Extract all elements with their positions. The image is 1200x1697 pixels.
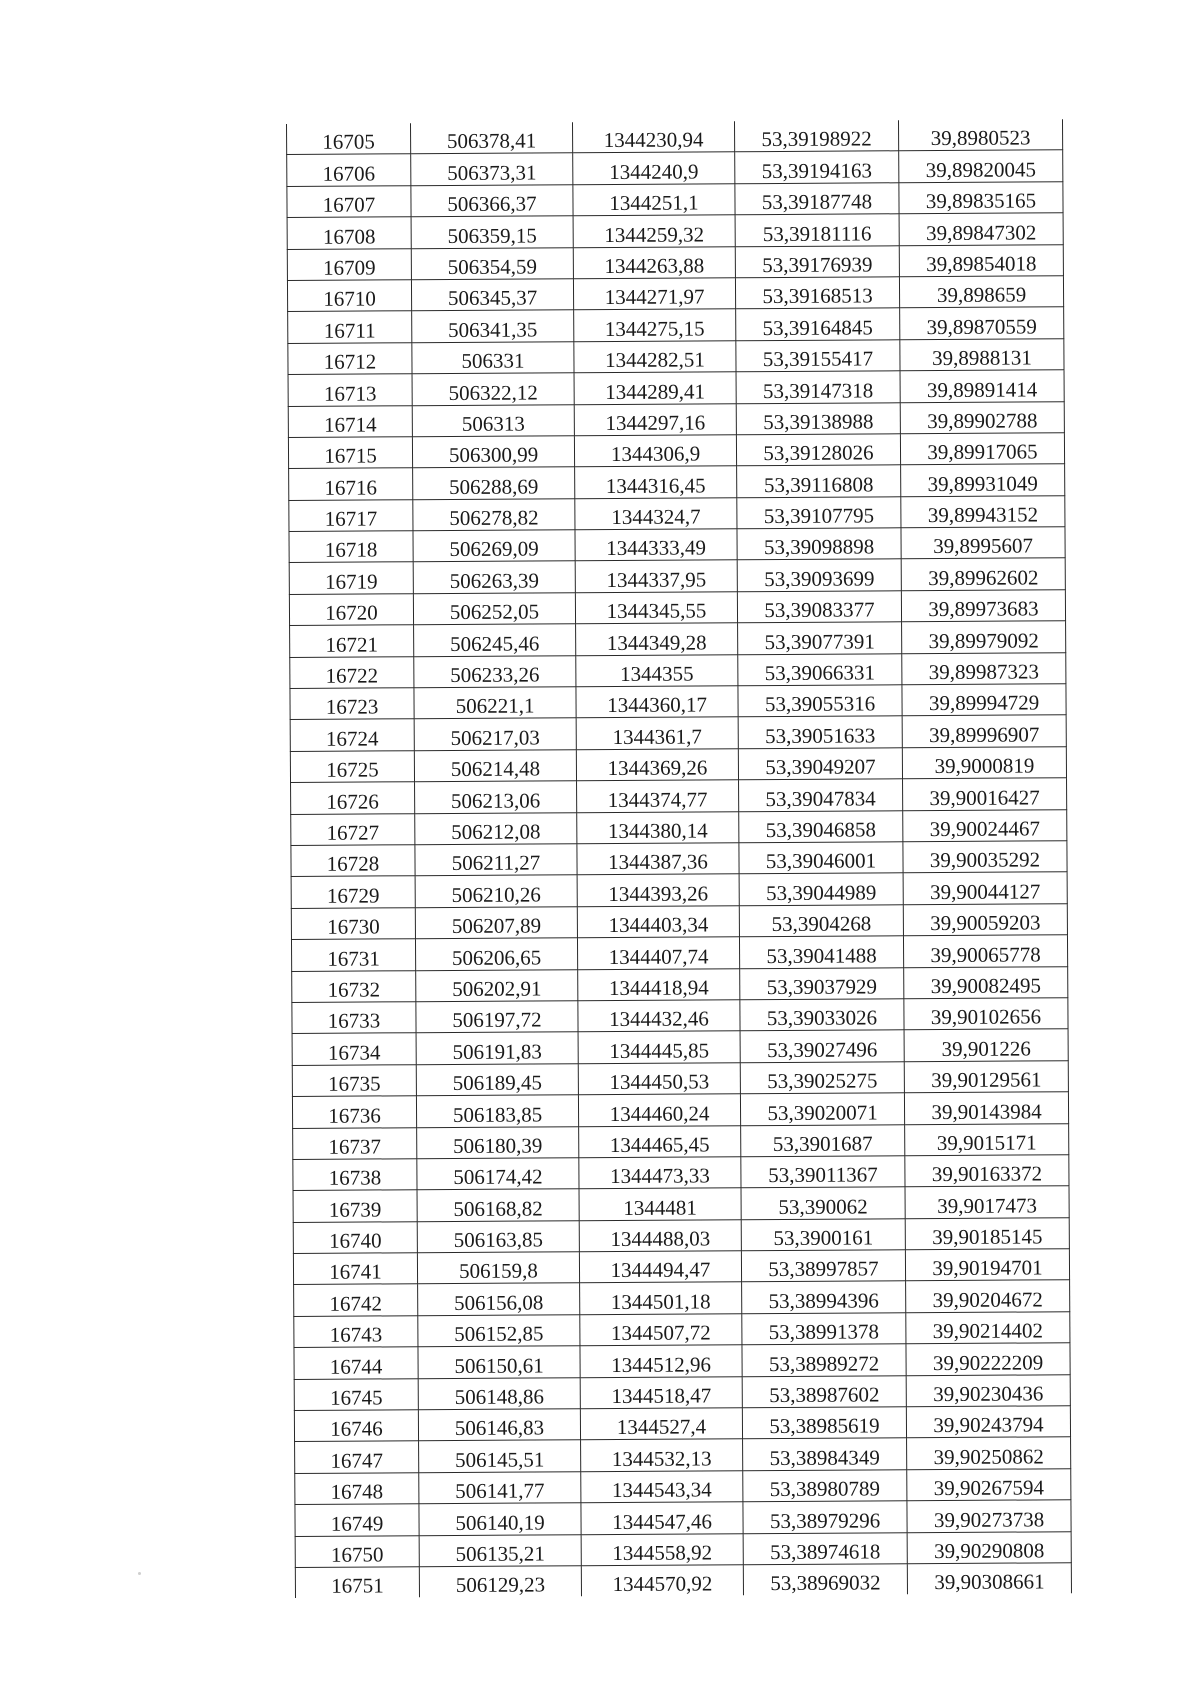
x-coordinate-cell: 506152,85 [418, 1315, 580, 1347]
longitude-cell: 39,9017473 [905, 1186, 1069, 1218]
table-row [295, 1531, 1071, 1567]
latitude-cell: 53,38969032 [743, 1564, 907, 1596]
x-coordinate-cell: 506168,82 [417, 1189, 579, 1221]
table-row [293, 1217, 1069, 1253]
y-coordinate-cell: 1344518,47 [580, 1376, 742, 1408]
latitude-cell: 53,39077391 [738, 622, 902, 654]
longitude-cell: 39,89902788 [900, 401, 1064, 433]
y-coordinate-cell: 1344361,7 [576, 717, 738, 749]
point-number-cell: 16715 [288, 437, 412, 469]
y-coordinate-cell: 1344512,96 [580, 1345, 742, 1377]
y-coordinate-cell: 1344271,97 [573, 278, 735, 310]
latitude-cell: 53,39181116 [735, 214, 899, 246]
longitude-cell: 39,89835165 [899, 182, 1063, 214]
latitude-cell: 53,39194163 [735, 151, 899, 183]
point-number-cell: 16745 [294, 1378, 418, 1410]
point-number-cell: 16729 [291, 876, 415, 908]
x-coordinate-cell: 506145,51 [419, 1440, 581, 1472]
latitude-cell: 53,39128026 [736, 434, 900, 466]
x-coordinate-cell: 506183,85 [416, 1095, 578, 1127]
latitude-cell: 53,38984349 [743, 1438, 907, 1470]
y-coordinate-cell: 1344259,32 [573, 215, 735, 247]
latitude-cell: 53,38997857 [741, 1250, 905, 1282]
longitude-cell: 39,90204672 [906, 1280, 1070, 1312]
point-number-cell: 16734 [292, 1033, 416, 1065]
point-number-cell: 16719 [289, 562, 413, 594]
table-row [292, 966, 1068, 1002]
x-coordinate-cell: 506210,26 [415, 875, 577, 907]
point-number-cell: 16722 [290, 656, 414, 688]
point-number-cell: 16739 [293, 1190, 417, 1222]
y-coordinate-cell: 1344460,24 [578, 1094, 740, 1126]
y-coordinate-cell: 1344532,13 [581, 1439, 743, 1471]
point-number-cell: 16716 [289, 468, 413, 500]
latitude-cell: 53,39187748 [735, 183, 899, 215]
point-number-cell: 16742 [294, 1284, 418, 1316]
latitude-cell: 53,38974618 [743, 1532, 907, 1564]
latitude-cell: 53,39025275 [740, 1061, 904, 1093]
longitude-cell: 39,90065778 [903, 935, 1067, 967]
latitude-cell: 53,3900161 [741, 1218, 905, 1250]
latitude-cell: 53,39168513 [735, 277, 899, 309]
latitude-cell: 53,39155417 [736, 339, 900, 371]
x-coordinate-cell: 506202,91 [416, 969, 578, 1001]
table-row [291, 841, 1067, 877]
y-coordinate-cell: 1344230,94 [572, 121, 734, 153]
point-number-cell: 16724 [290, 719, 414, 751]
latitude-cell: 53,38991378 [742, 1313, 906, 1345]
latitude-cell: 53,39051633 [738, 716, 902, 748]
point-number-cell: 16735 [292, 1064, 416, 1096]
y-coordinate-cell: 1344324,7 [575, 497, 737, 529]
y-coordinate-cell: 1344481 [579, 1188, 741, 1220]
y-coordinate-cell: 1344432,46 [578, 1000, 740, 1032]
point-number-cell: 16731 [291, 939, 415, 971]
latitude-cell: 53,39046001 [739, 842, 903, 874]
table-row [287, 213, 1063, 249]
table-row [292, 1029, 1068, 1065]
point-number-cell: 16727 [291, 813, 415, 845]
point-number-cell: 16714 [288, 405, 412, 437]
x-coordinate-cell: 506359,15 [411, 216, 573, 248]
longitude-cell: 39,89943152 [901, 495, 1065, 527]
table-row [288, 370, 1064, 406]
point-number-cell: 16733 [292, 1002, 416, 1034]
table-row [292, 1092, 1068, 1128]
latitude-cell: 53,38979296 [743, 1501, 907, 1533]
x-coordinate-cell: 506207,89 [415, 907, 577, 939]
point-number-cell: 16720 [289, 594, 413, 626]
x-coordinate-cell: 506191,83 [416, 1032, 578, 1064]
x-coordinate-cell: 506212,08 [415, 812, 577, 844]
table-row [294, 1312, 1070, 1348]
latitude-cell: 53,390062 [741, 1187, 905, 1219]
y-coordinate-cell: 1344418,94 [578, 968, 740, 1000]
table-row [288, 307, 1064, 343]
x-coordinate-cell: 506141,77 [419, 1472, 581, 1504]
longitude-cell: 39,901226 [904, 1029, 1068, 1061]
table-row [295, 1437, 1071, 1473]
x-coordinate-cell: 506331 [412, 341, 574, 373]
table-row [290, 715, 1066, 751]
latitude-cell: 53,39147318 [736, 371, 900, 403]
latitude-cell: 53,39176939 [735, 245, 899, 277]
y-coordinate-cell: 1344333,49 [575, 529, 737, 561]
point-number-cell: 16748 [295, 1473, 419, 1505]
table-row [293, 1186, 1069, 1222]
table-row [288, 401, 1064, 437]
table-row [295, 1500, 1071, 1536]
x-coordinate-cell: 506288,69 [413, 467, 575, 499]
x-coordinate-cell: 506354,59 [411, 247, 573, 279]
y-coordinate-cell: 1344445,85 [578, 1031, 740, 1063]
latitude-cell: 53,39138988 [736, 402, 900, 434]
longitude-cell: 39,90024467 [903, 809, 1067, 841]
y-coordinate-cell: 1344450,53 [578, 1062, 740, 1094]
x-coordinate-cell: 506148,86 [418, 1377, 580, 1409]
x-coordinate-cell: 506150,61 [418, 1346, 580, 1378]
latitude-cell: 53,39093699 [737, 559, 901, 591]
table-row [294, 1406, 1070, 1442]
latitude-cell: 53,39116808 [737, 465, 901, 497]
point-number-cell: 16708 [287, 217, 411, 249]
longitude-cell: 39,89994729 [902, 684, 1066, 716]
point-number-cell: 16751 [295, 1567, 419, 1599]
y-coordinate-cell: 1344387,36 [577, 843, 739, 875]
x-coordinate-cell: 506345,37 [411, 279, 573, 311]
y-coordinate-cell: 1344527,4 [580, 1408, 742, 1440]
table-row [289, 558, 1065, 594]
latitude-cell: 53,39098898 [737, 528, 901, 560]
longitude-cell: 39,90222209 [906, 1343, 1070, 1375]
table-row [287, 244, 1063, 280]
point-number-cell: 16744 [294, 1347, 418, 1379]
table-row [287, 150, 1063, 186]
longitude-cell: 39,90044127 [903, 872, 1067, 904]
longitude-cell: 39,90059203 [903, 904, 1067, 936]
y-coordinate-cell: 1344345,55 [575, 592, 737, 624]
latitude-cell: 53,38989272 [742, 1344, 906, 1376]
y-coordinate-cell: 1344355 [576, 654, 738, 686]
point-number-cell: 16749 [295, 1504, 419, 1536]
x-coordinate-cell: 506213,06 [415, 781, 577, 813]
coordinates-table-body [287, 119, 1072, 1598]
longitude-cell: 39,90163372 [905, 1155, 1069, 1187]
table-row [290, 684, 1066, 720]
point-number-cell: 16725 [290, 751, 414, 783]
point-number-cell: 16712 [288, 342, 412, 374]
table-row [291, 809, 1067, 845]
table-row [290, 621, 1066, 657]
longitude-cell: 39,90308661 [907, 1563, 1071, 1595]
longitude-cell: 39,90194701 [905, 1249, 1069, 1281]
table-row [293, 1123, 1069, 1159]
point-number-cell: 16747 [295, 1441, 419, 1473]
table-row [295, 1469, 1071, 1505]
longitude-cell: 39,89917065 [900, 433, 1064, 465]
point-number-cell: 16746 [294, 1410, 418, 1442]
longitude-cell: 39,90267594 [907, 1469, 1071, 1501]
longitude-cell: 39,9015171 [905, 1123, 1069, 1155]
table-row [292, 1060, 1068, 1096]
longitude-cell: 39,8995607 [901, 527, 1065, 559]
table-row [290, 652, 1066, 688]
point-number-cell: 16740 [293, 1221, 417, 1253]
longitude-cell: 39,90016427 [903, 778, 1067, 810]
x-coordinate-cell: 506163,85 [417, 1220, 579, 1252]
longitude-cell: 39,90082495 [904, 966, 1068, 998]
longitude-cell: 39,90230436 [906, 1374, 1070, 1406]
longitude-cell: 39,8988131 [900, 338, 1064, 370]
y-coordinate-cell: 1344488,03 [579, 1219, 741, 1251]
longitude-cell: 39,898659 [899, 276, 1063, 308]
table-row [295, 1563, 1071, 1599]
y-coordinate-cell: 1344570,92 [581, 1565, 743, 1597]
y-coordinate-cell: 1344473,33 [579, 1157, 741, 1189]
x-coordinate-cell: 506217,03 [414, 718, 576, 750]
table-row [291, 935, 1067, 971]
point-number-cell: 16741 [293, 1253, 417, 1285]
x-coordinate-cell: 506233,26 [414, 655, 576, 687]
longitude-cell: 39,8980523 [898, 119, 1062, 151]
x-coordinate-cell: 506189,45 [416, 1063, 578, 1095]
point-number-cell: 16711 [288, 311, 412, 343]
point-number-cell: 16732 [292, 970, 416, 1002]
x-coordinate-cell: 506180,39 [417, 1126, 579, 1158]
point-number-cell: 16730 [291, 907, 415, 939]
latitude-cell: 53,39044989 [739, 873, 903, 905]
longitude-cell: 39,89820045 [899, 150, 1063, 182]
point-number-cell: 16710 [287, 280, 411, 312]
y-coordinate-cell: 1344507,72 [580, 1314, 742, 1346]
longitude-cell: 39,89931049 [901, 464, 1065, 496]
table-row [294, 1280, 1070, 1316]
y-coordinate-cell: 1344337,95 [575, 560, 737, 592]
x-coordinate-cell: 506197,72 [416, 1001, 578, 1033]
latitude-cell: 53,39055316 [738, 685, 902, 717]
table-row [293, 1155, 1069, 1191]
latitude-cell: 53,39107795 [737, 496, 901, 528]
y-coordinate-cell: 1344393,26 [577, 874, 739, 906]
table-row [291, 778, 1067, 814]
longitude-cell: 39,9000819 [902, 747, 1066, 779]
table-row [289, 464, 1065, 500]
point-number-cell: 16743 [294, 1316, 418, 1348]
point-number-cell: 16709 [287, 248, 411, 280]
table-row [291, 904, 1067, 940]
point-number-cell: 16707 [287, 186, 411, 218]
latitude-cell: 53,39046858 [739, 810, 903, 842]
longitude-cell: 39,89987323 [902, 652, 1066, 684]
x-coordinate-cell: 506366,37 [411, 185, 573, 217]
y-coordinate-cell: 1344240,9 [573, 152, 735, 184]
x-coordinate-cell: 506135,21 [419, 1534, 581, 1566]
longitude-cell: 39,90273738 [907, 1500, 1071, 1532]
y-coordinate-cell: 1344547,46 [581, 1502, 743, 1534]
x-coordinate-cell: 506174,42 [417, 1158, 579, 1190]
latitude-cell: 53,39033026 [740, 999, 904, 1031]
x-coordinate-cell: 506322,12 [412, 373, 574, 405]
x-coordinate-cell: 506278,82 [413, 498, 575, 530]
y-coordinate-cell: 1344558,92 [581, 1533, 743, 1565]
point-number-cell: 16718 [289, 531, 413, 563]
longitude-cell: 39,90143984 [904, 1092, 1068, 1124]
y-coordinate-cell: 1344251,1 [573, 184, 735, 216]
latitude-cell: 53,38985619 [742, 1407, 906, 1439]
x-coordinate-cell: 506263,39 [413, 561, 575, 593]
latitude-cell: 53,3904268 [739, 905, 903, 937]
longitude-cell: 39,90129561 [904, 1060, 1068, 1092]
latitude-cell: 53,39041488 [739, 936, 903, 968]
x-coordinate-cell: 506313 [412, 404, 574, 436]
longitude-cell: 39,90035292 [903, 841, 1067, 873]
table-row [287, 119, 1063, 155]
x-coordinate-cell: 506206,65 [415, 938, 577, 970]
y-coordinate-cell: 1344275,15 [574, 309, 736, 341]
point-number-cell: 16736 [292, 1096, 416, 1128]
table-row [293, 1249, 1069, 1285]
y-coordinate-cell: 1344374,77 [577, 780, 739, 812]
y-coordinate-cell: 1344465,45 [579, 1125, 741, 1157]
table-row [292, 998, 1068, 1034]
y-coordinate-cell: 1344380,14 [577, 811, 739, 843]
y-coordinate-cell: 1344306,9 [574, 435, 736, 467]
latitude-cell: 53,39164845 [736, 308, 900, 340]
x-coordinate-cell: 506129,23 [419, 1566, 581, 1598]
longitude-cell: 39,89962602 [901, 558, 1065, 590]
y-coordinate-cell: 1344369,26 [576, 749, 738, 781]
table-row [289, 527, 1065, 563]
point-number-cell: 16728 [291, 845, 415, 877]
longitude-cell: 39,90185145 [905, 1217, 1069, 1249]
table-row [291, 872, 1067, 908]
table-row [289, 590, 1065, 626]
x-coordinate-cell: 506245,46 [414, 624, 576, 656]
latitude-cell: 53,39198922 [734, 120, 898, 152]
table-row [288, 433, 1064, 469]
x-coordinate-cell: 506252,05 [413, 593, 575, 625]
y-coordinate-cell: 1344403,34 [577, 906, 739, 938]
x-coordinate-cell: 506159,8 [417, 1252, 579, 1284]
x-coordinate-cell: 506269,09 [413, 530, 575, 562]
point-number-cell: 16705 [287, 123, 411, 155]
y-coordinate-cell: 1344501,18 [580, 1282, 742, 1314]
longitude-cell: 39,90243794 [906, 1406, 1070, 1438]
point-number-cell: 16723 [290, 688, 414, 720]
y-coordinate-cell: 1344407,74 [577, 937, 739, 969]
longitude-cell: 39,90214402 [906, 1312, 1070, 1344]
longitude-cell: 39,89854018 [899, 244, 1063, 276]
y-coordinate-cell: 1344297,16 [574, 403, 736, 435]
x-coordinate-cell: 506211,27 [415, 844, 577, 876]
coordinates-table [286, 119, 1072, 1598]
x-coordinate-cell: 506378,41 [410, 122, 572, 154]
x-coordinate-cell: 506373,31 [411, 153, 573, 185]
longitude-cell: 39,89973683 [901, 590, 1065, 622]
y-coordinate-cell: 1344289,41 [574, 372, 736, 404]
point-number-cell: 16726 [291, 782, 415, 814]
latitude-cell: 53,39049207 [738, 748, 902, 780]
y-coordinate-cell: 1344316,45 [575, 466, 737, 498]
y-coordinate-cell: 1344543,34 [581, 1471, 743, 1503]
table-row [294, 1343, 1070, 1379]
latitude-cell: 53,39020071 [740, 1093, 904, 1125]
longitude-cell: 39,89979092 [902, 621, 1066, 653]
point-number-cell: 16706 [287, 154, 411, 186]
scan-speck [138, 1572, 141, 1575]
longitude-cell: 39,89996907 [902, 715, 1066, 747]
x-coordinate-cell: 506156,08 [418, 1283, 580, 1315]
point-number-cell: 16717 [289, 499, 413, 531]
point-number-cell: 16750 [295, 1535, 419, 1567]
longitude-cell: 39,89847302 [899, 213, 1063, 245]
latitude-cell: 53,38987602 [742, 1375, 906, 1407]
table-row [287, 276, 1063, 312]
latitude-cell: 53,39066331 [738, 653, 902, 685]
longitude-cell: 39,89891414 [900, 370, 1064, 402]
x-coordinate-cell: 506214,48 [414, 750, 576, 782]
longitude-cell: 39,90102656 [904, 998, 1068, 1030]
latitude-cell: 53,38994396 [742, 1281, 906, 1313]
latitude-cell: 53,3901687 [741, 1124, 905, 1156]
table-row [289, 495, 1065, 531]
latitude-cell: 53,39083377 [737, 591, 901, 623]
point-number-cell: 16713 [288, 374, 412, 406]
point-number-cell: 16737 [293, 1127, 417, 1159]
latitude-cell: 53,39047834 [739, 779, 903, 811]
y-coordinate-cell: 1344360,17 [576, 686, 738, 718]
x-coordinate-cell: 506146,83 [418, 1409, 580, 1441]
table-row [290, 747, 1066, 783]
longitude-cell: 39,90250862 [907, 1437, 1071, 1469]
latitude-cell: 53,38980789 [743, 1470, 907, 1502]
latitude-cell: 53,39027496 [740, 1030, 904, 1062]
point-number-cell: 16738 [293, 1159, 417, 1191]
table-row [294, 1374, 1070, 1410]
x-coordinate-cell: 506221,1 [414, 687, 576, 719]
longitude-cell: 39,90290808 [907, 1531, 1071, 1563]
latitude-cell: 53,39011367 [741, 1156, 905, 1188]
point-number-cell: 16721 [290, 625, 414, 657]
table-row [288, 338, 1064, 374]
x-coordinate-cell: 506341,35 [412, 310, 574, 342]
y-coordinate-cell: 1344263,88 [573, 246, 735, 278]
y-coordinate-cell: 1344282,51 [574, 340, 736, 372]
latitude-cell: 53,39037929 [740, 967, 904, 999]
y-coordinate-cell: 1344349,28 [576, 623, 738, 655]
x-coordinate-cell: 506300,99 [412, 436, 574, 468]
x-coordinate-cell: 506140,19 [419, 1503, 581, 1535]
longitude-cell: 39,89870559 [900, 307, 1064, 339]
table-row [287, 182, 1063, 218]
y-coordinate-cell: 1344494,47 [579, 1251, 741, 1283]
